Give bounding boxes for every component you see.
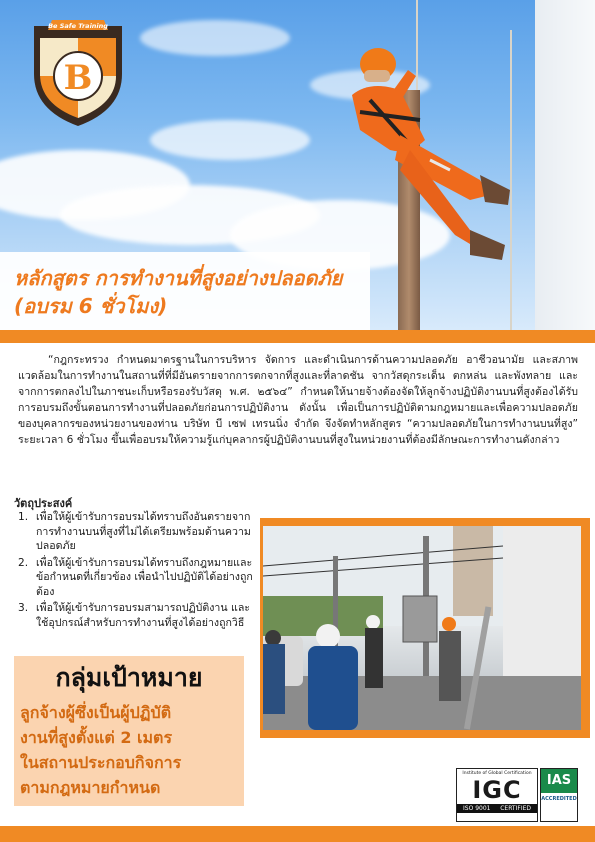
- igc-certification-logo: [456, 768, 538, 822]
- item-text: เพื่อให้ผู้เข้ารับการอบรมได้ทราบถึงอันตรายจากการทำงานบนที่สูงที่ไม่ได้เตรียมพร้อมด้านความปลอดภัย: [36, 511, 251, 552]
- logo-letter: B: [63, 58, 93, 98]
- training-scene: [263, 526, 581, 730]
- item-text: เพื่อให้ผู้เข้ารับการอบรมได้ทราบถึงกฎหมายและข้อกำหนดที่เกี่ยวข้อง เพื่อนำไปปฏิบัติได้อย่างถูกต้อง: [36, 556, 253, 598]
- ias-mark: IAS: [541, 769, 577, 793]
- cloud: [150, 120, 310, 160]
- igc-mark: IGC: [472, 776, 522, 804]
- igc-caption: Institute of Global Certification: [462, 771, 532, 776]
- igc-footer-right: CERTIFIED: [500, 805, 531, 812]
- course-duration: (อบรม 6 ชั่วโมง): [14, 294, 168, 318]
- training-photo: [263, 526, 581, 730]
- ias-caption: ACCREDITED: [541, 796, 577, 802]
- intro-paragraph: “กฎกระทรวง กำหนดมาตรฐานในการบริหาร จัดการ และดำเนินการด้านความปลอดภัย อาชีวอนามัย และสภาพแวดล้อมในการทำงานในสถานที่ที่มีอันตรายจากการตกจากที่สูงและที่ลาดชัน จากวัสดุกระเด็น ตกหล่น และพังทลาย และจากการตกลงไปในภาชนะเก็บหรือรองรับวัสดุ พ.ศ. ๒๕๖๔” กำหนดให้นายจ้างต้องจัดให้ลูกจ้างปฏิบัติงานบนที่สูงต้องได้รับการอบรมถึงขั้นตอนการทำงานที่ปลอดภัยก่อนการปฏิบัติงาน ดังนั้น เพื่อเป็นการปฏิบัติตามกฎหมายและเพื่อความปลอดภัยของบุคลากรของหน่วยงานของท่าน บริษัท บี เซฟ เทรนนิ่ง จำกัด จึงจัดทำหลักสูตร “ความปลอดภัยในการทำงานบนที่สูง” ระยะเวลา 6 ชั่วโมง ขึ้นเพื่ออบรมให้ความรู้แก่บุคลากรผู้ปฏิบัติงานบนที่สูงในหน่วยงานที่ต้องมีลักษณะการทำงานดังกล่าว: [18, 354, 578, 446]
- worker-illustration: [330, 40, 540, 280]
- item-number: 3.: [18, 602, 29, 614]
- igc-footer: [457, 804, 537, 813]
- target-line: งานที่สูงตั้งแต่ 2 เมตร: [20, 728, 173, 747]
- target-line: ลูกจ้างผู้ซึ่งเป็นผู้ปฏิบัติ: [20, 703, 172, 722]
- target-line: ในสถานประกอบกิจการ: [20, 753, 182, 772]
- ias-accreditation-logo: [540, 768, 578, 822]
- building: [535, 0, 595, 330]
- logo-text: Be Safe Training: [48, 22, 108, 30]
- footer-bar: [0, 826, 595, 842]
- item-text: เพื่อให้ผู้เข้ารับการอบรมสามารถปฏิบัติงาน และใช้อุปกรณ์สำหรับการทำงานที่สูงได้อย่างถูกวิธี: [36, 602, 251, 629]
- list-item: [14, 601, 254, 630]
- item-number: 1.: [18, 511, 29, 523]
- course-title: หลักสูตร การทำงานที่สูงอย่างปลอดภัย: [14, 266, 343, 290]
- target-group-text: [20, 700, 242, 800]
- cloud: [140, 20, 290, 56]
- target-line: ตามกฎหมายกำหนด: [20, 778, 161, 797]
- hero-image: [0, 0, 595, 330]
- list-item: [14, 510, 254, 554]
- igc-footer-left: ISO 9001: [463, 805, 491, 812]
- objectives-title: วัตถุประสงค์: [14, 497, 73, 510]
- divider-bar: [0, 330, 595, 343]
- objectives-list: [14, 510, 254, 632]
- company-logo: [28, 16, 128, 130]
- target-group-title: กลุ่มเป้าหมาย: [55, 663, 203, 692]
- item-number: 2.: [18, 556, 29, 569]
- list-item: [14, 556, 254, 600]
